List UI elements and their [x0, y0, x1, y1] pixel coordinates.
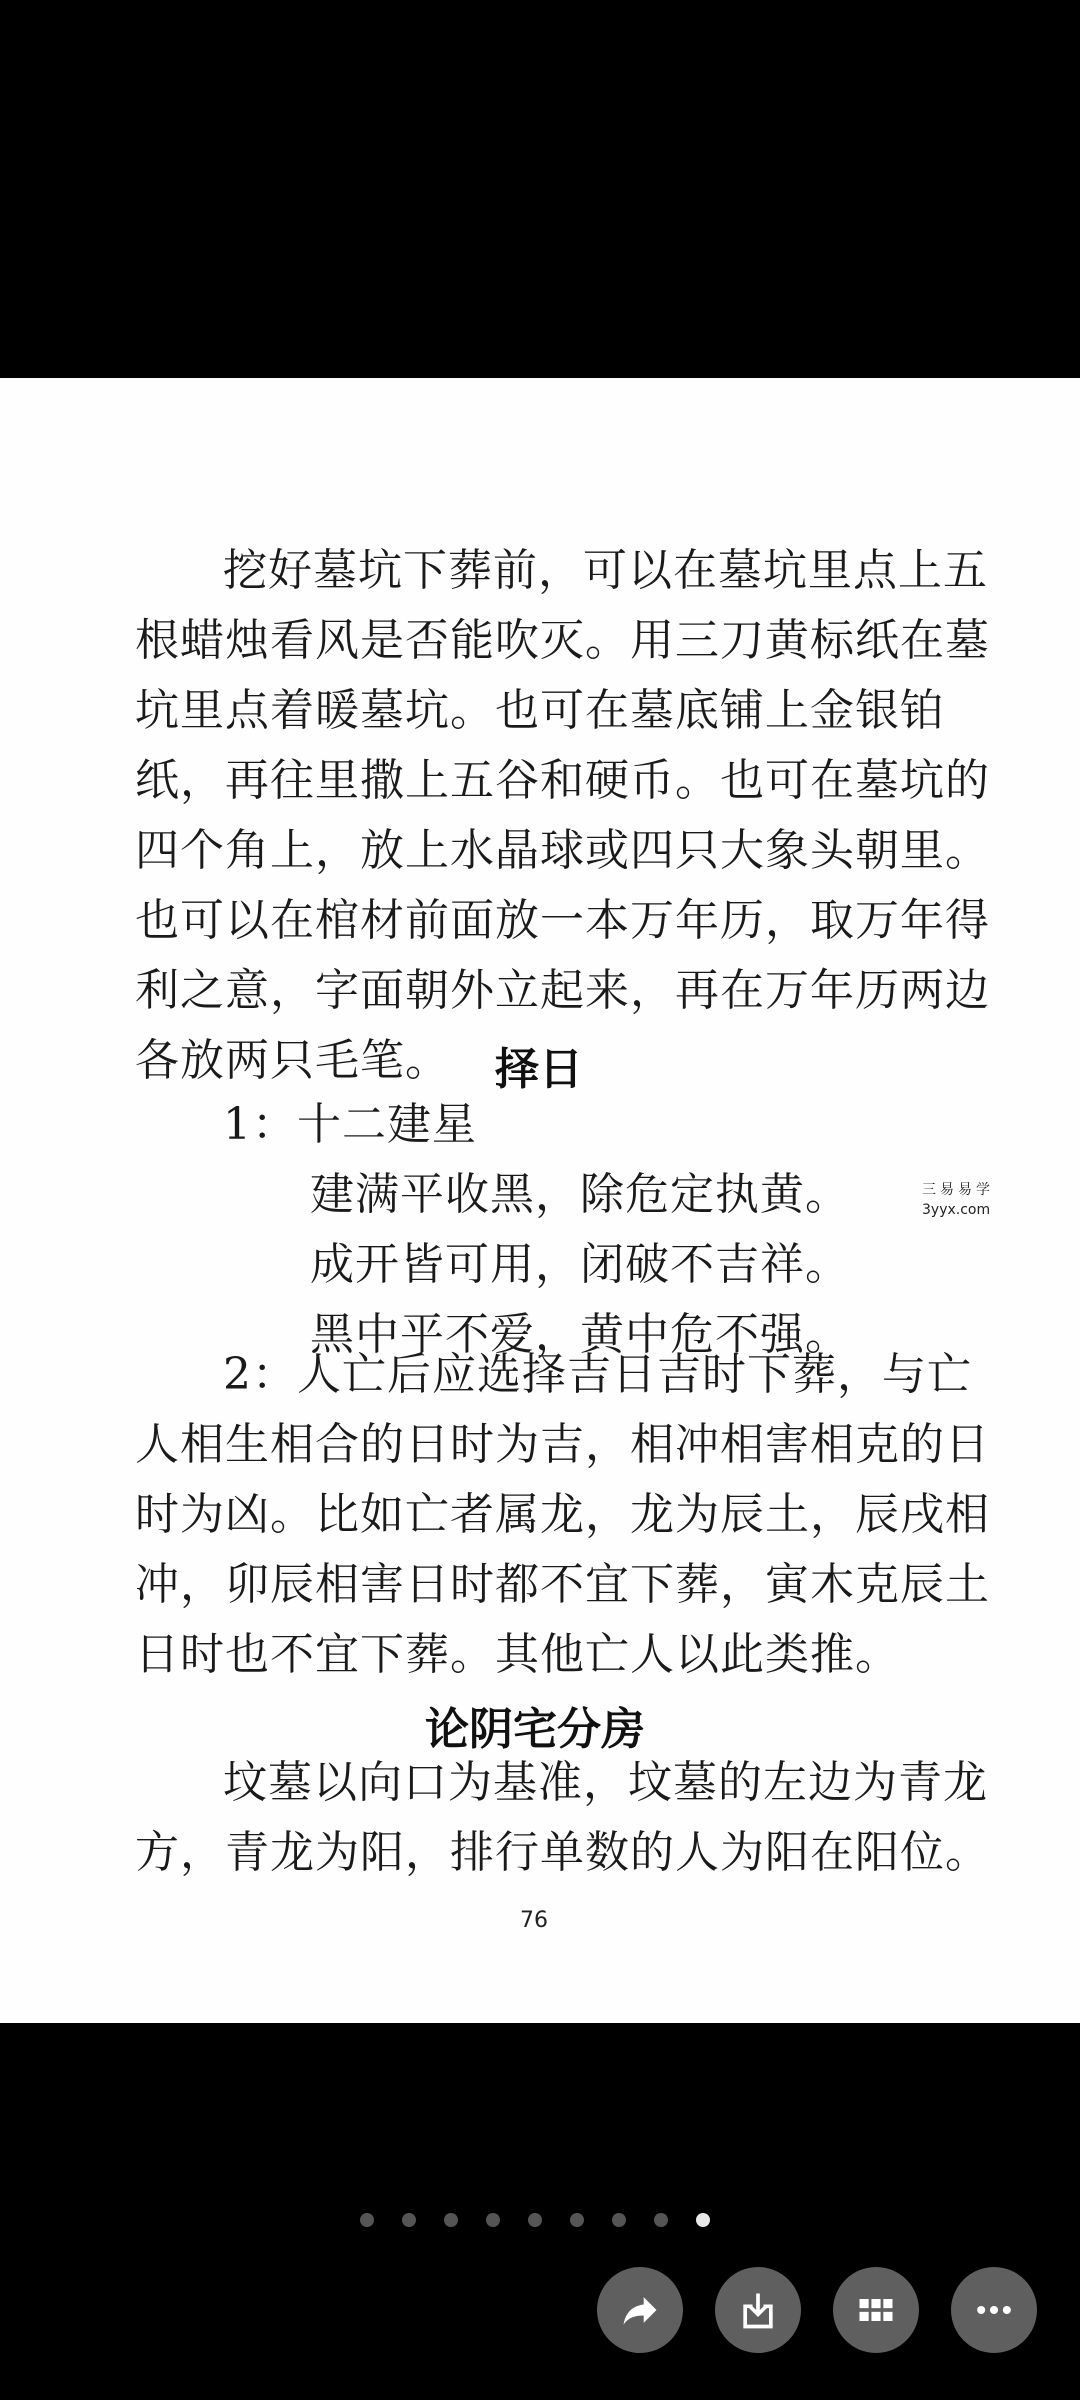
heading-date-selection: 择日: [495, 1044, 583, 1095]
section-1: [135, 1090, 955, 1370]
verse-line: 黑中平不爱，黄中危不强。: [310, 1309, 850, 1360]
paragraph-1: [135, 536, 990, 1096]
download-button[interactable]: [715, 2267, 801, 2353]
watermark-line-2: 3yyx.com: [922, 1202, 991, 1218]
page-dot[interactable]: [360, 2213, 374, 2227]
paragraph-1-line: 利之意，字面朝外立起来，再在万年历两边: [135, 965, 990, 1016]
paragraph-1-line: 四个角上，放上水晶球或四只大象头朝里。: [135, 825, 990, 876]
page-dot[interactable]: [612, 2213, 626, 2227]
page-dot[interactable]: [486, 2213, 500, 2227]
paragraph-1-line: 挖好墓坑下葬前，可以在墓坑里点上五: [223, 545, 988, 596]
watermark-line-1: 三易易学: [922, 1182, 994, 1198]
paragraph-1-line: 纸，再往里撒上五谷和硬币。也可在墓坑的: [135, 755, 990, 806]
page-dot[interactable]: [528, 2213, 542, 2227]
paragraph-3-line: 坟墓以向口为基准，坟墓的左边为青龙: [223, 1757, 988, 1808]
share-button[interactable]: [597, 2267, 683, 2353]
page-dot[interactable]: [444, 2213, 458, 2227]
section-1-title: 1：十二建星: [223, 1099, 477, 1150]
paragraph-1-line: 根蜡烛看风是否能吹灭。用三刀黄标纸在墓: [135, 615, 990, 666]
verse-line: 成开皆可用，闭破不吉祥。: [310, 1239, 850, 1290]
more-button[interactable]: [951, 2267, 1037, 2353]
paragraph-2-line: 2：人亡后应选择吉日吉时下葬，与亡: [223, 1349, 972, 1400]
share-icon: [618, 2288, 662, 2332]
heading-yin-house: 论阴宅分房: [425, 1704, 645, 1755]
page-number: 76: [520, 1908, 548, 1933]
watermark: [922, 1180, 994, 1220]
paragraph-2: [135, 1340, 990, 1690]
paragraph-2-line: 日时也不宜下葬。其他亡人以此类推。: [135, 1629, 900, 1680]
page-dot[interactable]: [570, 2213, 584, 2227]
top-black-bar: [0, 0, 1080, 378]
grid-icon: [854, 2288, 898, 2332]
paragraph-2-line: 人相生相合的日时为吉，相冲相害相克的日: [135, 1419, 990, 1470]
bottom-black-bar: [0, 2023, 1080, 2400]
paragraph-2-line: 冲，卯辰相害日时都不宜下葬，寅木克辰土: [135, 1559, 990, 1610]
paragraph-3: [135, 1748, 990, 1888]
grid-button[interactable]: [833, 2267, 919, 2353]
page-dot-active[interactable]: [696, 2213, 710, 2227]
page-dot[interactable]: [654, 2213, 668, 2227]
page-dot[interactable]: [402, 2213, 416, 2227]
paragraph-1-line: 坑里点着暖墓坑。也可在墓底铺上金银铂: [135, 685, 945, 736]
paragraph-1-line: 也可以在棺材前面放一本万年历，取万年得: [135, 895, 990, 946]
verse-line: 建满平收黑，除危定执黄。: [310, 1169, 850, 1220]
paragraph-2-line: 时为凶。比如亡者属龙，龙为辰土，辰戌相: [135, 1489, 990, 1540]
download-icon: [736, 2288, 780, 2332]
paragraph-1-line: 各放两只毛笔。: [135, 1035, 450, 1086]
page-indicator-dots: [360, 2213, 710, 2227]
more-icon: [972, 2288, 1016, 2332]
paragraph-3-line: 方，青龙为阳，排行单数的人为阳在阳位。: [135, 1827, 990, 1878]
